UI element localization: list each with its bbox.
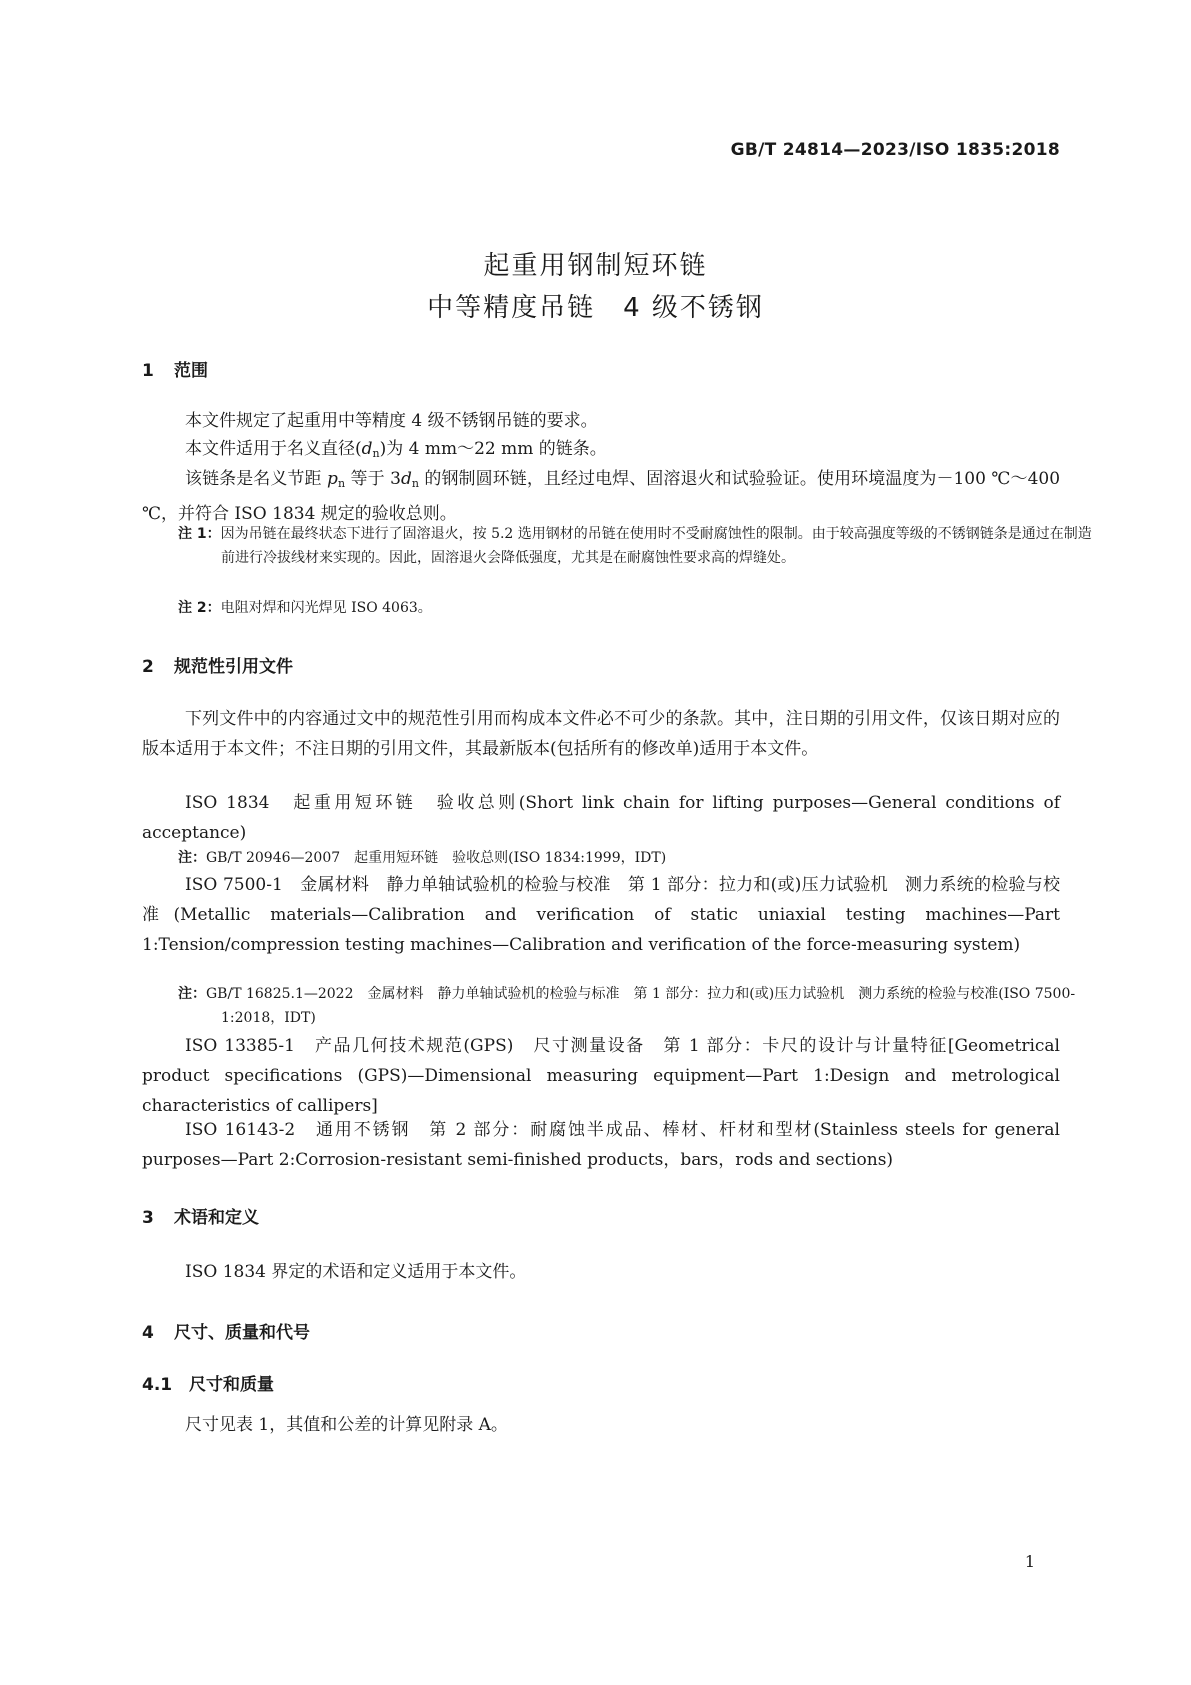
note-label: 注 2： xyxy=(178,600,221,616)
section-title: 范围 xyxy=(174,361,208,381)
note-text: GB/T 16825.1—2022 金属材料 静力单轴试验机的检验与标准 第 1 部分：拉力和(或)压力试验机 测力系统的检验与校准(ISO 7500-1:2018，IDT) xyxy=(206,986,1076,1026)
scope-paragraph-2: 本文件适用于名义直径$(d_n)$为 4 mm～22 mm 的链条。 xyxy=(185,439,607,460)
section-number: 2 xyxy=(142,657,154,677)
references-intro: 下列文件中的内容通过文中的规范性引用而构成本文件必不可少的条款。其中，注日期的引用文件，仅该日期对应的版本适用于本文件；不注日期的引用文件，其最新版本(包括所有的修改单)适用于本文件。 xyxy=(142,709,1060,759)
section-title: 规范性引用文件 xyxy=(174,657,293,677)
note-text: 因为吊链在最终状态下进行了固溶退火，按 5.2 选用钢材的吊链在使用时不受耐腐蚀性的限制。由于较高强度等级的不锈钢链条是通过在制造前进行冷拔线材来实现的。因此，固溶退火会降低强度，尤其是在耐腐蚀性要求高的焊缝处。 xyxy=(220,526,1092,566)
note-label: 注 1： xyxy=(178,526,221,542)
terms-paragraph: ISO 1834 界定的术语和定义适用于本文件。 xyxy=(185,1262,527,1282)
document-title-line1: 起重用钢制短环链 xyxy=(483,251,708,281)
scope-note-1 xyxy=(178,522,1101,570)
reference-iso-1834: ISO 1834 起重用短环链 验收总则(Short link chain for lifting purposes—General conditions of acceptance) xyxy=(142,793,1060,843)
note-label: 注： xyxy=(178,850,206,866)
section-title: 尺寸和质量 xyxy=(189,1375,274,1395)
note-label: 注： xyxy=(178,986,206,1002)
scope-paragraph-1: 本文件规定了起重用中等精度 4 级不锈钢吊链的要求。 xyxy=(185,411,598,431)
section-4-1-heading xyxy=(142,1370,274,1395)
page-number: 1 xyxy=(1024,1552,1035,1571)
reference-note-2 xyxy=(178,982,1101,1030)
section-title: 尺寸、质量和代号 xyxy=(174,1323,310,1343)
document-title-line2: 中等精度吊链 4 级不锈钢 xyxy=(427,293,764,323)
section-number: 3 xyxy=(142,1208,154,1228)
section-number: 4.1 xyxy=(142,1375,173,1395)
section-number: 1 xyxy=(142,361,154,381)
reference-iso-13385-1: ISO 13385-1 产品几何技术规范(GPS) 尺寸测量设备 第 1 部分：卡尺的设计与计量特征[Geometrical product specifications (GPS)—Dimensional measuring equipment—Part 1:Design and metrological characteristics of callipers] xyxy=(142,1036,1060,1116)
scope-paragraph-3: 该链条是名义节距 $p_n$ 等于 $3d_n$ 的钢制圆环链，且经过电焊、固溶退火和试验验证。使用环境温度为－100 ℃～400 ℃，并符合 ISO 1834 规定的验收总则。 xyxy=(142,469,1061,524)
section-title: 术语和定义 xyxy=(174,1208,259,1228)
section-number: 4 xyxy=(142,1323,154,1343)
section-2-heading xyxy=(142,652,293,677)
dimensions-paragraph: 尺寸见表 1，其值和公差的计算见附录 A。 xyxy=(185,1415,508,1435)
section-3-heading xyxy=(142,1203,259,1228)
reference-iso-7500-1: ISO 7500-1 金属材料 静力单轴试验机的检验与校准 第 1 部分：拉力和(或)压力试验机 测力系统的检验与校准(Metallic materials—Calibration and verification of static uniaxial testing machines—Part 1:Tension/compression testing machines—Calibration and verification of the force-measuring system) xyxy=(142,875,1060,955)
reference-iso-16143-2: ISO 16143-2 通用不锈钢 第 2 部分：耐腐蚀半成品、棒材、杆材和型材(Stainless steels for general purposes—Part 2:Corrosion-resistant semi-finished products，bars，rods and sections) xyxy=(142,1120,1060,1170)
note-text: 电阻对焊和闪光焊见 ISO 4063。 xyxy=(220,600,432,616)
section-4-heading xyxy=(142,1318,310,1343)
standard-number: GB/T 24814—2023/ISO 1835:2018 xyxy=(730,140,1060,160)
section-1-heading xyxy=(142,356,208,381)
scope-note-2 xyxy=(178,596,1058,620)
reference-note-1 xyxy=(178,846,1058,870)
note-text: GB/T 20946—2007 起重用短环链 验收总则(ISO 1834:1999，IDT) xyxy=(206,850,667,866)
